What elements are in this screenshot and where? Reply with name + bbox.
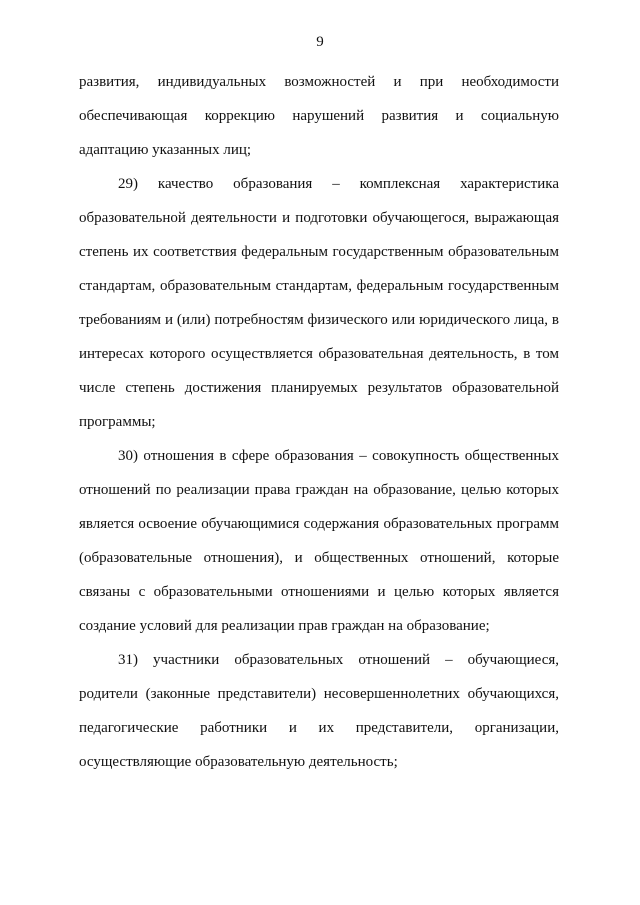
paragraph-29-quality-of-education <box>79 175 559 447</box>
text-line: родители (законные представители) несовершеннолетних обучающихся, <box>79 686 559 702</box>
text-line: программы; <box>79 414 156 430</box>
text-line: 31) участники образовательных отношений – обучающиеся, <box>118 652 559 668</box>
text-line: интересах которого осуществляется образовательная деятельность, в том <box>79 346 559 362</box>
text-line: создание условий для реализации прав граждан на образование; <box>79 618 490 634</box>
text-line: требованиям и (или) потребностям физического или юридического лица, в <box>79 312 559 328</box>
text-line: степень их соответствия федеральным государственным образовательным <box>79 244 559 260</box>
text-line: осуществляющие образовательную деятельность; <box>79 754 398 770</box>
text-line: развития, индивидуальных возможностей и при необходимости <box>79 74 559 90</box>
text-line: (образовательные отношения), и общественных отношений, которые <box>79 550 559 566</box>
text-line: 29) качество образования – комплексная характеристика <box>118 176 559 192</box>
text-line: обеспечивающая коррекцию нарушений развития и социальную <box>79 108 559 124</box>
paragraph-28-continuation <box>79 73 559 175</box>
paragraph-31-participants <box>79 651 559 787</box>
text-line: педагогические работники и их представители, организации, <box>79 720 559 736</box>
document-body <box>79 73 559 787</box>
text-line: стандартам, образовательным стандартам, федеральным государственным <box>79 278 559 294</box>
page-number: 9 <box>316 34 324 50</box>
paragraph-30-educational-relations <box>79 447 559 651</box>
text-line: числе степень достижения планируемых результатов образовательной <box>79 380 559 396</box>
text-line: связаны с образовательными отношениями и целью которых является <box>79 584 559 600</box>
text-line: адаптацию указанных лиц; <box>79 142 252 158</box>
text-line: образовательной деятельности и подготовки обучающегося, выражающая <box>79 210 559 226</box>
text-line: является освоение обучающимися содержания образовательных программ <box>79 516 559 532</box>
text-line: 30) отношения в сфере образования – совокупность общественных <box>118 448 559 464</box>
text-line: отношений по реализации права граждан на образование, целью которых <box>79 482 559 498</box>
